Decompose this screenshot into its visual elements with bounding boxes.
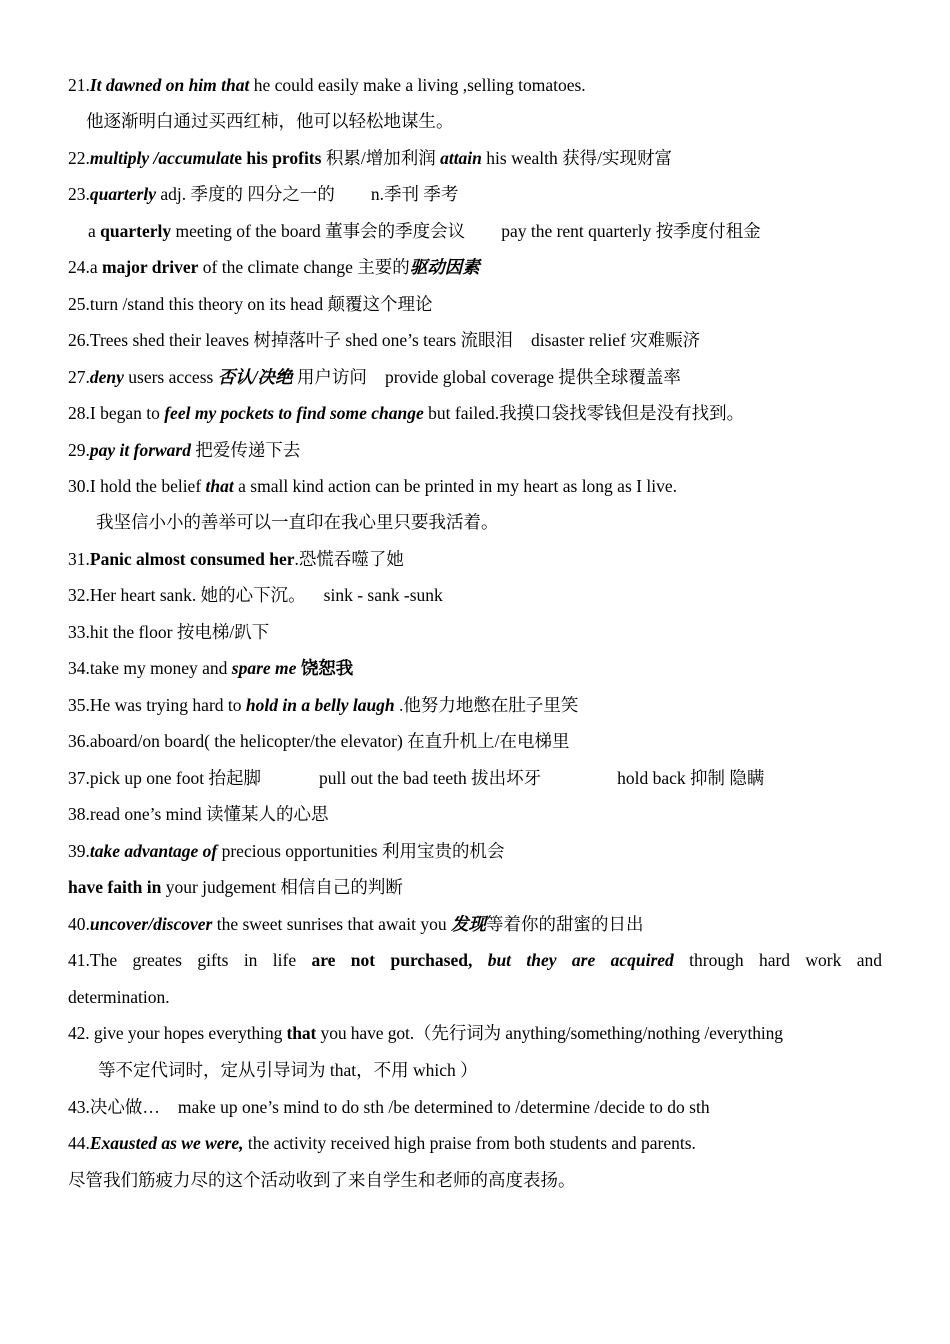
item-37: 37.pick up one foot 抬起脚 pull out the bad teeth 拔出坏牙 hold back 抑制 隐瞒 — [68, 768, 765, 788]
item-31: 31.Panic almost consumed her.恐慌吞噬了她 — [68, 549, 404, 569]
item-32: 32.Her heart sank. 她的心下沉。 sink - sank -sunk — [68, 585, 443, 605]
item-27: 27.deny users access 否认/决绝 用户访问 provide global coverage 提供全球覆盖率 — [68, 367, 681, 387]
key-phrase: It dawned on him that — [89, 75, 250, 95]
item-36: 36.aboard/on board( the helicopter/the elevator) 在直升机上/在电梯里 — [68, 731, 570, 751]
item-28: 28.I began to feel my pockets to find some change but failed.我摸口袋找零钱但是没有找到。 — [68, 403, 745, 423]
item-34: 34.take my money and spare me 饶恕我 — [68, 658, 354, 678]
item-35: 35.He was trying hard to hold in a belly laugh .他努力地憋在肚子里笑 — [68, 695, 579, 715]
item-38: 38.read one’s mind 读懂某人的心思 — [68, 804, 329, 824]
item-23-example: a quarterly meeting of the board 董事会的季度会议 pay the rent quarterly 按季度付租金 — [88, 221, 761, 241]
item-40: 40.uncover/discover the sweet sunrises that await you 发现等着你的甜蜜的日出 — [68, 914, 644, 934]
item-42: 42. give your hopes everything that you have got.（先行词为 anything/something/nothing /everything — [68, 1023, 783, 1043]
item-25: 25.turn /stand this theory on its head 颠覆这个理论 — [68, 294, 433, 314]
item-22: 22.multiply /accumulate his profits 积累/增加利润 attain his wealth 获得/实现财富 — [68, 148, 672, 168]
item-30-translation: 我坚信小小的善举可以一直印在我心里只要我活着。 — [96, 512, 499, 532]
item-26: 26.Trees shed their leaves 树掉落叶子 shed one’s tears 流眼泪 disaster relief 灾难赈济 — [68, 330, 701, 350]
item-33: 33.hit the floor 按电梯/趴下 — [68, 622, 270, 642]
item-24: 24.a major driver of the climate change 主要的驱动因素 — [68, 257, 480, 277]
item-44-translation: 尽管我们筋疲力尽的这个活动收到了来自学生和老师的高度表扬。 — [68, 1170, 576, 1190]
item-44: 44.Exausted as we were, the activity received high praise from both students and parents. — [68, 1133, 696, 1153]
item-21: 21.It dawned on him that he could easily make a living ,selling tomatoes. — [68, 75, 586, 95]
item-41-cont: determination. — [68, 987, 170, 1007]
item-30: 30.I hold the belief that a small kind action can be printed in my heart as long as I live. — [68, 476, 677, 496]
item-42-cont: 等不定代词时，定从引导词为 that，不用 which ） — [98, 1060, 478, 1080]
item-43: 43.决心做… make up one’s mind to do sth /be determined to /determine /decide to do sth — [68, 1097, 710, 1117]
item-39: 39.take advantage of precious opportunities 利用宝贵的机会 — [68, 841, 505, 861]
item-39-extra: have faith in your judgement 相信自己的判断 — [68, 877, 403, 897]
item-29: 29.pay it forward 把爱传递下去 — [68, 440, 301, 460]
item-21-translation: 他逐渐明白通过买西红柿，他可以轻松地谋生。 — [86, 111, 454, 131]
item-23: 23.quarterly adj. 季度的 四分之一的 n.季刊 季考 — [68, 184, 459, 204]
item-41: 41.The greates gifts in life are not purchased, but they are acquired through hard work and — [68, 950, 882, 970]
